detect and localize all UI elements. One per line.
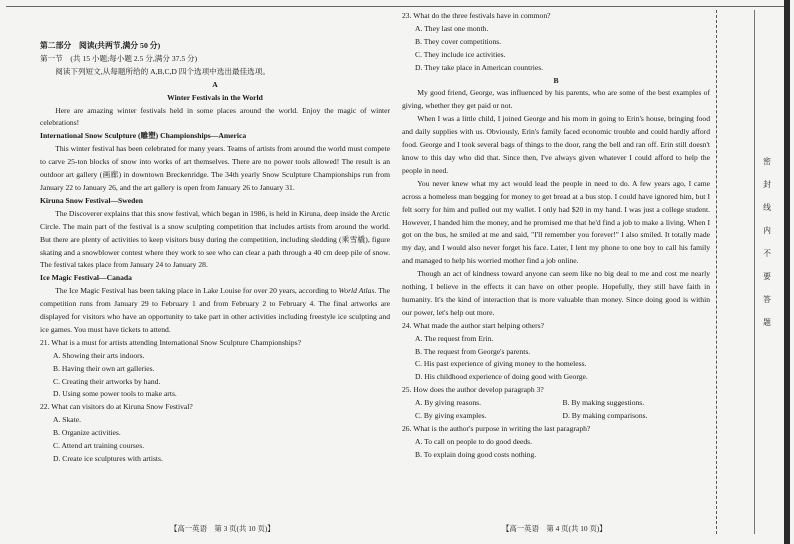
question-24: 24. What made the author start helping others? xyxy=(402,320,544,330)
festival-3-title: Ice Magic Festival—Canada xyxy=(40,273,132,283)
q22-option-a: A. Skate. xyxy=(53,415,82,425)
right-column xyxy=(402,10,710,462)
q25-option-a: A. By giving reasons. xyxy=(415,398,482,408)
festival-1-title: International Snow Sculpture (雕塑) Championships—America xyxy=(40,131,247,141)
binding-solid-line xyxy=(754,10,755,534)
footer-page-3: 【高一英语 第 3 页(共 10 页)】 xyxy=(170,524,275,533)
q23-option-c: C. They include ice activities. xyxy=(415,49,506,59)
scan-edge-bar xyxy=(784,0,790,544)
passage-b-paragraph-2: When I was a little child, I joined George and his mom in going to Erin's house, bringing food and daily supplies with us. Obviously, Erin's family faced economic trouble and could hardly afford food. George and I took several bags of things to the door, rang the bell and ran off. Erin still doesn't know to this day who did that. Since then, I've always given whatever I could afford to help the people in need. xyxy=(402,114,710,175)
festival-1-text: This winter festival has been celebrated for many years. Teams of artists from around the world must compete to carve 25-ton blocks of snow into works of art themselves. There are no power tools allowed! The result is an outdoor art gallery (画廊) in downtown Breckenridge. The 34th yearly Snow Sculpture Championships run from January 22 to January 26, and the art gallery is open from January 26 to January 31. xyxy=(40,144,390,192)
q24-option-b: B. The request from George's parents. xyxy=(415,346,531,356)
seal-line-notice xyxy=(757,150,777,334)
footer-page-4: 【高一英语 第 4 页(共 10 页)】 xyxy=(502,524,607,533)
passage-title: Winter Festivals in the World xyxy=(167,92,263,102)
seal-char: 密 xyxy=(763,157,771,166)
q25-options-row-2 xyxy=(402,410,710,423)
q24-option-d: D. His childhood experience of doing good with George. xyxy=(415,372,588,382)
passage-label-b: B xyxy=(553,75,559,85)
q22-option-b: B. Organize activities. xyxy=(53,428,121,438)
seal-char: 封 xyxy=(763,180,771,189)
question-22: 22. What can visitors do at Kiruna Snow Festival? xyxy=(40,402,193,412)
q26-option-a: A. To call on people to do good deeds. xyxy=(415,436,533,446)
passage-intro: Here are amazing winter festivals held in some places around the world. Enjoy the magic of winter celebrations! xyxy=(40,105,390,128)
section-title: 第一节 (共 15 小题;每小题 2.5 分,满分 37.5 分) xyxy=(40,53,198,63)
q25-option-c: C. By giving examples. xyxy=(415,411,487,421)
q23-option-d: D. They take place in American countries. xyxy=(415,62,544,72)
part-title: 第二部分 阅读(共两节,满分 50 分) xyxy=(40,41,161,50)
top-border xyxy=(6,6,788,7)
q26-option-b: B. To explain doing good costs nothing. xyxy=(415,449,537,459)
seal-char: 要 xyxy=(763,272,771,281)
seal-char: 不 xyxy=(763,249,771,258)
q21-option-b: B. Having their own art galleries. xyxy=(53,363,155,373)
question-21: 21. What is a must for artists attending International Snow Sculpture Championships? xyxy=(40,337,301,347)
q25-options-row-1 xyxy=(402,397,710,410)
seal-char: 答 xyxy=(763,295,771,304)
q25-option-d: D. By making comparisons. xyxy=(562,411,648,421)
instruction: 阅读下列短文,从每题所给的 A,B,C,D 四个选项中选出最佳选项。 xyxy=(55,66,270,76)
festival-2-title: Kiruna Snow Festival—Sweden xyxy=(40,195,143,205)
q21-option-d: D. Using some power tools to make arts. xyxy=(53,389,177,399)
passage-label-a: A xyxy=(212,79,218,89)
q21-option-a: A. Showing their arts indoors. xyxy=(53,350,145,360)
passage-b-paragraph-4: Though an act of kindness toward anyone can seem like no big deal to me and cost me nearly nothing, I believe in the effects it can have on other people. Hopefully, they still have faith in humanity. It's the kind of interaction that is more valuable than money. Since doing good is within our power, let's help out more. xyxy=(402,269,710,317)
question-26: 26. What is the author's purpose in writing the last paragraph? xyxy=(402,424,591,433)
question-23: 23. What do the three festivals have in common? xyxy=(402,11,551,20)
left-column xyxy=(40,40,390,466)
festival-2-text: The Discoverer explains that this snow festival, which began in 1986, is held in Kiruna, deep inside the Arctic Circle. The main part of the festival is a snow sculpting competition that includes artists from around the world. But there are plenty of activities to keep visitors busy during the competition, including sledding (乘雪橇), figure skating and a snowblower contest where they work to see who can clear a path through a 40 cm deep pile of snow. The festival takes place from January 24 to January 28. xyxy=(40,208,390,270)
q22-option-c: C. Attend art training courses. xyxy=(53,441,145,451)
passage-b-paragraph-3: You never knew what my act would lead the people in need to do. A few years ago, I came across a homeless man begging for money to get bread at a bus stop. I could have ignored him, but I felt sorry for him and pulled out my wallet. I only had $20 in my hand. I was just a college student. However, I handed him the money, and he promised me that he'd find a job to make a living. When I got on the bus, he smiled at me and said, "I'll remember you forever!" I also smiled. It totally made my day, and I would also never forget his face. Later, I lent my phone to one boy to call his family and managed to help his worried mother find a job online. xyxy=(402,178,710,266)
passage-b-paragraph-1: My good friend, George, was influenced by his parents, who are some of the best examples of giving, whether they get paid or not. xyxy=(402,88,710,111)
seal-char: 内 xyxy=(763,226,771,235)
q25-option-b: B. By making suggestions. xyxy=(562,398,645,408)
question-25: 25. How does the author develop paragraph 3? xyxy=(402,385,544,395)
q23-option-b: B. They cover competitions. xyxy=(415,36,502,46)
q23-option-a: A. They last one month. xyxy=(415,23,489,33)
seal-char: 线 xyxy=(763,203,771,212)
q21-option-c: C. Creating their artworks by hand. xyxy=(53,376,161,386)
festival-3-text: The Ice Magic Festival has been taking place in Lake Louise for over 20 years, according to World Atlas. The competition runs from January 29 to February 1 and from February 2 to February 4. The final artworks are displayed for visitors who have an opportunity to take part in other activities including freestyle ice sculpting and ice games. You must have tickets to attend. xyxy=(40,286,390,334)
q22-option-d: D. Create ice sculptures with artists. xyxy=(53,454,163,463)
binding-dashed-line xyxy=(716,10,717,534)
q24-option-a: A. The request from Erin. xyxy=(415,333,494,343)
seal-char: 题 xyxy=(763,318,771,327)
q24-option-c: C. His past experience of giving money to the homeless. xyxy=(415,359,587,369)
world-atlas-italic: World Atlas xyxy=(338,286,375,296)
